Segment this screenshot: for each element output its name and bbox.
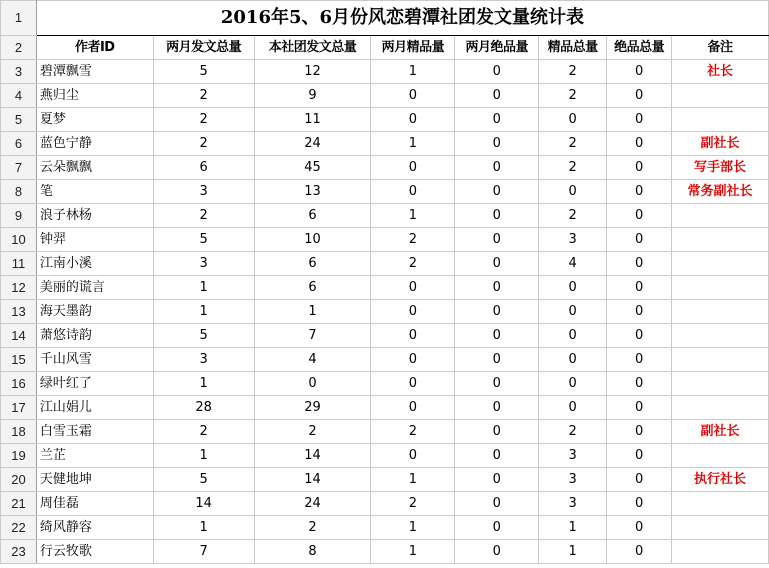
cell-two-month-excellent[interactable]: 0 — [455, 156, 539, 180]
cell-two-month-posts[interactable]: 28 — [153, 396, 254, 420]
cell-club-posts[interactable]: 24 — [254, 132, 371, 156]
cell-remarks[interactable] — [672, 252, 769, 276]
cell-remarks[interactable] — [672, 84, 769, 108]
cell-two-month-posts[interactable]: 6 — [153, 156, 254, 180]
cell-author[interactable]: 燕归尘 — [36, 84, 153, 108]
cell-two-month-excellent[interactable]: 0 — [455, 492, 539, 516]
cell-fine-total[interactable]: 0 — [539, 324, 607, 348]
cell-fine-total[interactable]: 4 — [539, 252, 607, 276]
cell-excellent-total[interactable]: 0 — [607, 60, 672, 84]
header-club-posts[interactable]: 本社团发文总量 — [254, 36, 371, 60]
cell-two-month-excellent[interactable]: 0 — [455, 516, 539, 540]
row-number[interactable]: 7 — [1, 156, 37, 180]
cell-remarks[interactable] — [672, 372, 769, 396]
cell-club-posts[interactable]: 8 — [254, 540, 371, 564]
cell-two-month-posts[interactable]: 1 — [153, 276, 254, 300]
table-row — [1, 180, 769, 204]
table-row — [1, 60, 769, 84]
row-number[interactable]: 12 — [1, 276, 37, 300]
cell-two-month-fine[interactable]: 1 — [371, 60, 455, 84]
cell-author[interactable]: 周佳磊 — [36, 492, 153, 516]
row-number[interactable]: 15 — [1, 348, 37, 372]
cell-fine-total[interactable]: 2 — [539, 60, 607, 84]
cell-club-posts[interactable]: 0 — [254, 372, 371, 396]
cell-remarks[interactable]: 副社长 — [672, 420, 769, 444]
table-row — [1, 156, 769, 180]
cell-two-month-posts[interactable]: 14 — [153, 492, 254, 516]
header-excellent-total[interactable]: 绝品总量 — [607, 36, 672, 60]
cell-club-posts[interactable]: 13 — [254, 180, 371, 204]
cell-author[interactable]: 蓝色宁静 — [36, 132, 153, 156]
cell-remarks[interactable] — [672, 276, 769, 300]
cell-two-month-excellent[interactable]: 0 — [455, 204, 539, 228]
cell-two-month-fine[interactable]: 1 — [371, 468, 455, 492]
cell-fine-total[interactable]: 0 — [539, 300, 607, 324]
cell-two-month-fine[interactable]: 2 — [371, 420, 455, 444]
cell-two-month-fine[interactable]: 2 — [371, 492, 455, 516]
row-number[interactable]: 5 — [1, 108, 37, 132]
cell-fine-total[interactable]: 0 — [539, 180, 607, 204]
row-number[interactable]: 21 — [1, 492, 37, 516]
cell-author[interactable]: 行云牧歌 — [36, 540, 153, 564]
cell-two-month-fine[interactable]: 0 — [371, 324, 455, 348]
cell-remarks[interactable] — [672, 228, 769, 252]
cell-two-month-fine[interactable]: 2 — [371, 228, 455, 252]
cell-remarks[interactable] — [672, 540, 769, 564]
cell-remarks[interactable] — [672, 492, 769, 516]
cell-fine-total[interactable]: 0 — [539, 276, 607, 300]
cell-remarks[interactable] — [672, 348, 769, 372]
cell-two-month-posts[interactable]: 1 — [153, 372, 254, 396]
row-number[interactable]: 19 — [1, 444, 37, 468]
header-row — [1, 36, 769, 60]
cell-author[interactable]: 云朵飘飘 — [36, 156, 153, 180]
cell-fine-total[interactable]: 2 — [539, 132, 607, 156]
cell-fine-total[interactable]: 2 — [539, 420, 607, 444]
cell-excellent-total[interactable]: 0 — [607, 252, 672, 276]
cell-club-posts[interactable]: 6 — [254, 204, 371, 228]
cell-author[interactable]: 绮风静容 — [36, 516, 153, 540]
row-number[interactable]: 18 — [1, 420, 37, 444]
cell-club-posts[interactable]: 14 — [254, 444, 371, 468]
cell-excellent-total[interactable]: 0 — [607, 204, 672, 228]
cell-author[interactable]: 萧悠诗韵 — [36, 324, 153, 348]
cell-club-posts[interactable]: 6 — [254, 276, 371, 300]
cell-two-month-posts[interactable]: 2 — [153, 132, 254, 156]
cell-remarks[interactable]: 执行社长 — [672, 468, 769, 492]
row-number[interactable]: 9 — [1, 204, 37, 228]
cell-excellent-total[interactable]: 0 — [607, 420, 672, 444]
cell-fine-total[interactable]: 3 — [539, 444, 607, 468]
cell-fine-total[interactable]: 2 — [539, 204, 607, 228]
cell-author[interactable]: 江山娟儿 — [36, 396, 153, 420]
cell-club-posts[interactable]: 12 — [254, 60, 371, 84]
cell-club-posts[interactable]: 29 — [254, 396, 371, 420]
cell-two-month-excellent[interactable]: 0 — [455, 468, 539, 492]
cell-fine-total[interactable]: 2 — [539, 84, 607, 108]
table-row — [1, 444, 769, 468]
cell-author[interactable]: 浪子林杨 — [36, 204, 153, 228]
row-number[interactable]: 23 — [1, 540, 37, 564]
row-number[interactable]: 10 — [1, 228, 37, 252]
cell-two-month-fine[interactable]: 0 — [371, 444, 455, 468]
table-row — [1, 228, 769, 252]
cell-fine-total[interactable]: 3 — [539, 468, 607, 492]
cell-fine-total[interactable]: 1 — [539, 516, 607, 540]
row-number[interactable]: 1 — [1, 1, 37, 36]
cell-excellent-total[interactable]: 0 — [607, 276, 672, 300]
cell-remarks[interactable] — [672, 396, 769, 420]
table-row — [1, 396, 769, 420]
cell-fine-total[interactable]: 0 — [539, 396, 607, 420]
cell-remarks[interactable]: 写手部长 — [672, 156, 769, 180]
cell-two-month-excellent[interactable]: 0 — [455, 276, 539, 300]
header-two-month-posts[interactable]: 两月发文总量 — [153, 36, 254, 60]
cell-club-posts[interactable]: 10 — [254, 228, 371, 252]
row-number[interactable]: 13 — [1, 300, 37, 324]
cell-two-month-excellent[interactable]: 0 — [455, 60, 539, 84]
cell-two-month-posts[interactable]: 2 — [153, 108, 254, 132]
cell-two-month-excellent[interactable]: 0 — [455, 180, 539, 204]
cell-author[interactable]: 海天墨韵 — [36, 300, 153, 324]
cell-fine-total[interactable]: 0 — [539, 348, 607, 372]
header-author-id[interactable]: 作者ID — [36, 36, 153, 60]
cell-two-month-excellent[interactable]: 0 — [455, 420, 539, 444]
cell-excellent-total[interactable]: 0 — [607, 108, 672, 132]
cell-two-month-posts[interactable]: 3 — [153, 180, 254, 204]
cell-author[interactable]: 天健地坤 — [36, 468, 153, 492]
cell-author[interactable]: 千山风雪 — [36, 348, 153, 372]
row-number[interactable]: 2 — [1, 36, 37, 60]
cell-two-month-fine[interactable]: 1 — [371, 132, 455, 156]
cell-club-posts[interactable]: 45 — [254, 156, 371, 180]
cell-fine-total[interactable]: 0 — [539, 372, 607, 396]
cell-two-month-fine[interactable]: 0 — [371, 180, 455, 204]
cell-two-month-posts[interactable]: 1 — [153, 300, 254, 324]
cell-remarks[interactable] — [672, 516, 769, 540]
title-row — [1, 1, 769, 36]
cell-two-month-excellent[interactable]: 0 — [455, 540, 539, 564]
cell-two-month-fine[interactable]: 2 — [371, 252, 455, 276]
cell-excellent-total[interactable]: 0 — [607, 300, 672, 324]
cell-excellent-total[interactable]: 0 — [607, 396, 672, 420]
table-row — [1, 84, 769, 108]
cell-author[interactable]: 江南小溪 — [36, 252, 153, 276]
cell-excellent-total[interactable]: 0 — [607, 180, 672, 204]
cell-remarks[interactable] — [672, 324, 769, 348]
cell-two-month-posts[interactable]: 5 — [153, 60, 254, 84]
cell-two-month-fine[interactable]: 0 — [371, 108, 455, 132]
table-row — [1, 324, 769, 348]
cell-author[interactable]: 夏梦 — [36, 108, 153, 132]
cell-fine-total[interactable]: 3 — [539, 492, 607, 516]
cell-excellent-total[interactable]: 0 — [607, 156, 672, 180]
cell-two-month-posts[interactable]: 3 — [153, 348, 254, 372]
row-number[interactable]: 4 — [1, 84, 37, 108]
cell-excellent-total[interactable]: 0 — [607, 468, 672, 492]
table-row — [1, 252, 769, 276]
row-number[interactable]: 20 — [1, 468, 37, 492]
cell-two-month-excellent[interactable]: 0 — [455, 132, 539, 156]
cell-remarks[interactable] — [672, 300, 769, 324]
cell-author[interactable]: 笔 — [36, 180, 153, 204]
cell-club-posts[interactable]: 6 — [254, 252, 371, 276]
table-row — [1, 420, 769, 444]
cell-excellent-total[interactable]: 0 — [607, 228, 672, 252]
table-row — [1, 468, 769, 492]
cell-two-month-excellent[interactable]: 0 — [455, 324, 539, 348]
cell-club-posts[interactable]: 24 — [254, 492, 371, 516]
cell-two-month-posts[interactable]: 5 — [153, 468, 254, 492]
cell-two-month-posts[interactable]: 7 — [153, 540, 254, 564]
cell-two-month-fine[interactable]: 0 — [371, 396, 455, 420]
row-number[interactable]: 14 — [1, 324, 37, 348]
cell-two-month-fine[interactable]: 1 — [371, 516, 455, 540]
table-row — [1, 492, 769, 516]
cell-club-posts[interactable]: 14 — [254, 468, 371, 492]
cell-two-month-posts[interactable]: 2 — [153, 204, 254, 228]
row-number[interactable]: 3 — [1, 60, 37, 84]
cell-author[interactable]: 兰芷 — [36, 444, 153, 468]
sheet-title[interactable]: 2016年5、6月份风恋碧潭社团发文量统计表 — [36, 1, 768, 36]
header-fine-total[interactable]: 精品总量 — [539, 36, 607, 60]
cell-excellent-total[interactable]: 0 — [607, 84, 672, 108]
cell-excellent-total[interactable]: 0 — [607, 324, 672, 348]
cell-author[interactable]: 绿叶红了 — [36, 372, 153, 396]
cell-two-month-fine[interactable]: 1 — [371, 540, 455, 564]
cell-two-month-fine[interactable]: 0 — [371, 156, 455, 180]
cell-two-month-excellent[interactable]: 0 — [455, 396, 539, 420]
table-row — [1, 108, 769, 132]
cell-two-month-fine[interactable]: 0 — [371, 300, 455, 324]
row-number[interactable]: 16 — [1, 372, 37, 396]
cell-remarks[interactable] — [672, 444, 769, 468]
cell-excellent-total[interactable]: 0 — [607, 492, 672, 516]
table-row — [1, 204, 769, 228]
row-number[interactable]: 8 — [1, 180, 37, 204]
cell-two-month-posts[interactable]: 5 — [153, 228, 254, 252]
cell-two-month-excellent[interactable]: 0 — [455, 108, 539, 132]
cell-club-posts[interactable]: 11 — [254, 108, 371, 132]
cell-fine-total[interactable]: 0 — [539, 108, 607, 132]
cell-two-month-posts[interactable]: 1 — [153, 444, 254, 468]
cell-two-month-excellent[interactable]: 0 — [455, 348, 539, 372]
cell-club-posts[interactable]: 2 — [254, 516, 371, 540]
table-row — [1, 300, 769, 324]
table-row — [1, 372, 769, 396]
cell-two-month-fine[interactable]: 0 — [371, 372, 455, 396]
cell-excellent-total[interactable]: 0 — [607, 132, 672, 156]
cell-two-month-posts[interactable]: 1 — [153, 516, 254, 540]
cell-two-month-posts[interactable]: 2 — [153, 84, 254, 108]
cell-remarks[interactable] — [672, 204, 769, 228]
cell-fine-total[interactable]: 1 — [539, 540, 607, 564]
row-number[interactable]: 6 — [1, 132, 37, 156]
cell-two-month-fine[interactable]: 0 — [371, 276, 455, 300]
cell-author[interactable]: 钟羿 — [36, 228, 153, 252]
cell-two-month-excellent[interactable]: 0 — [455, 372, 539, 396]
cell-club-posts[interactable]: 7 — [254, 324, 371, 348]
cell-two-month-excellent[interactable]: 0 — [455, 84, 539, 108]
row-number[interactable]: 11 — [1, 252, 37, 276]
cell-club-posts[interactable]: 1 — [254, 300, 371, 324]
cell-two-month-excellent[interactable]: 0 — [455, 252, 539, 276]
cell-excellent-total[interactable]: 0 — [607, 372, 672, 396]
cell-excellent-total[interactable]: 0 — [607, 540, 672, 564]
cell-remarks[interactable]: 社长 — [672, 60, 769, 84]
cell-excellent-total[interactable]: 0 — [607, 348, 672, 372]
row-number[interactable]: 22 — [1, 516, 37, 540]
header-two-month-excellent[interactable]: 两月绝品量 — [455, 36, 539, 60]
cell-remarks[interactable]: 副社长 — [672, 132, 769, 156]
cell-two-month-excellent[interactable]: 0 — [455, 300, 539, 324]
cell-two-month-posts[interactable]: 3 — [153, 252, 254, 276]
table-row — [1, 132, 769, 156]
cell-author[interactable]: 美丽的谎言 — [36, 276, 153, 300]
table-row — [1, 276, 769, 300]
cell-two-month-excellent[interactable]: 0 — [455, 444, 539, 468]
table-row — [1, 348, 769, 372]
table-row — [1, 516, 769, 540]
cell-remarks[interactable]: 常务副社长 — [672, 180, 769, 204]
cell-two-month-fine[interactable]: 1 — [371, 204, 455, 228]
cell-author[interactable]: 碧潭飘雪 — [36, 60, 153, 84]
header-remarks[interactable]: 备注 — [672, 36, 769, 60]
row-number[interactable]: 17 — [1, 396, 37, 420]
cell-two-month-fine[interactable]: 0 — [371, 84, 455, 108]
cell-fine-total[interactable]: 3 — [539, 228, 607, 252]
cell-fine-total[interactable]: 2 — [539, 156, 607, 180]
cell-excellent-total[interactable]: 0 — [607, 516, 672, 540]
cell-two-month-excellent[interactable]: 0 — [455, 228, 539, 252]
cell-remarks[interactable] — [672, 108, 769, 132]
table-row — [1, 540, 769, 564]
cell-club-posts[interactable]: 2 — [254, 420, 371, 444]
cell-club-posts[interactable]: 4 — [254, 348, 371, 372]
cell-author[interactable]: 白雪玉霜 — [36, 420, 153, 444]
cell-two-month-posts[interactable]: 2 — [153, 420, 254, 444]
cell-club-posts[interactable]: 9 — [254, 84, 371, 108]
cell-two-month-fine[interactable]: 0 — [371, 348, 455, 372]
header-two-month-fine[interactable]: 两月精品量 — [371, 36, 455, 60]
cell-two-month-posts[interactable]: 5 — [153, 324, 254, 348]
cell-excellent-total[interactable]: 0 — [607, 444, 672, 468]
